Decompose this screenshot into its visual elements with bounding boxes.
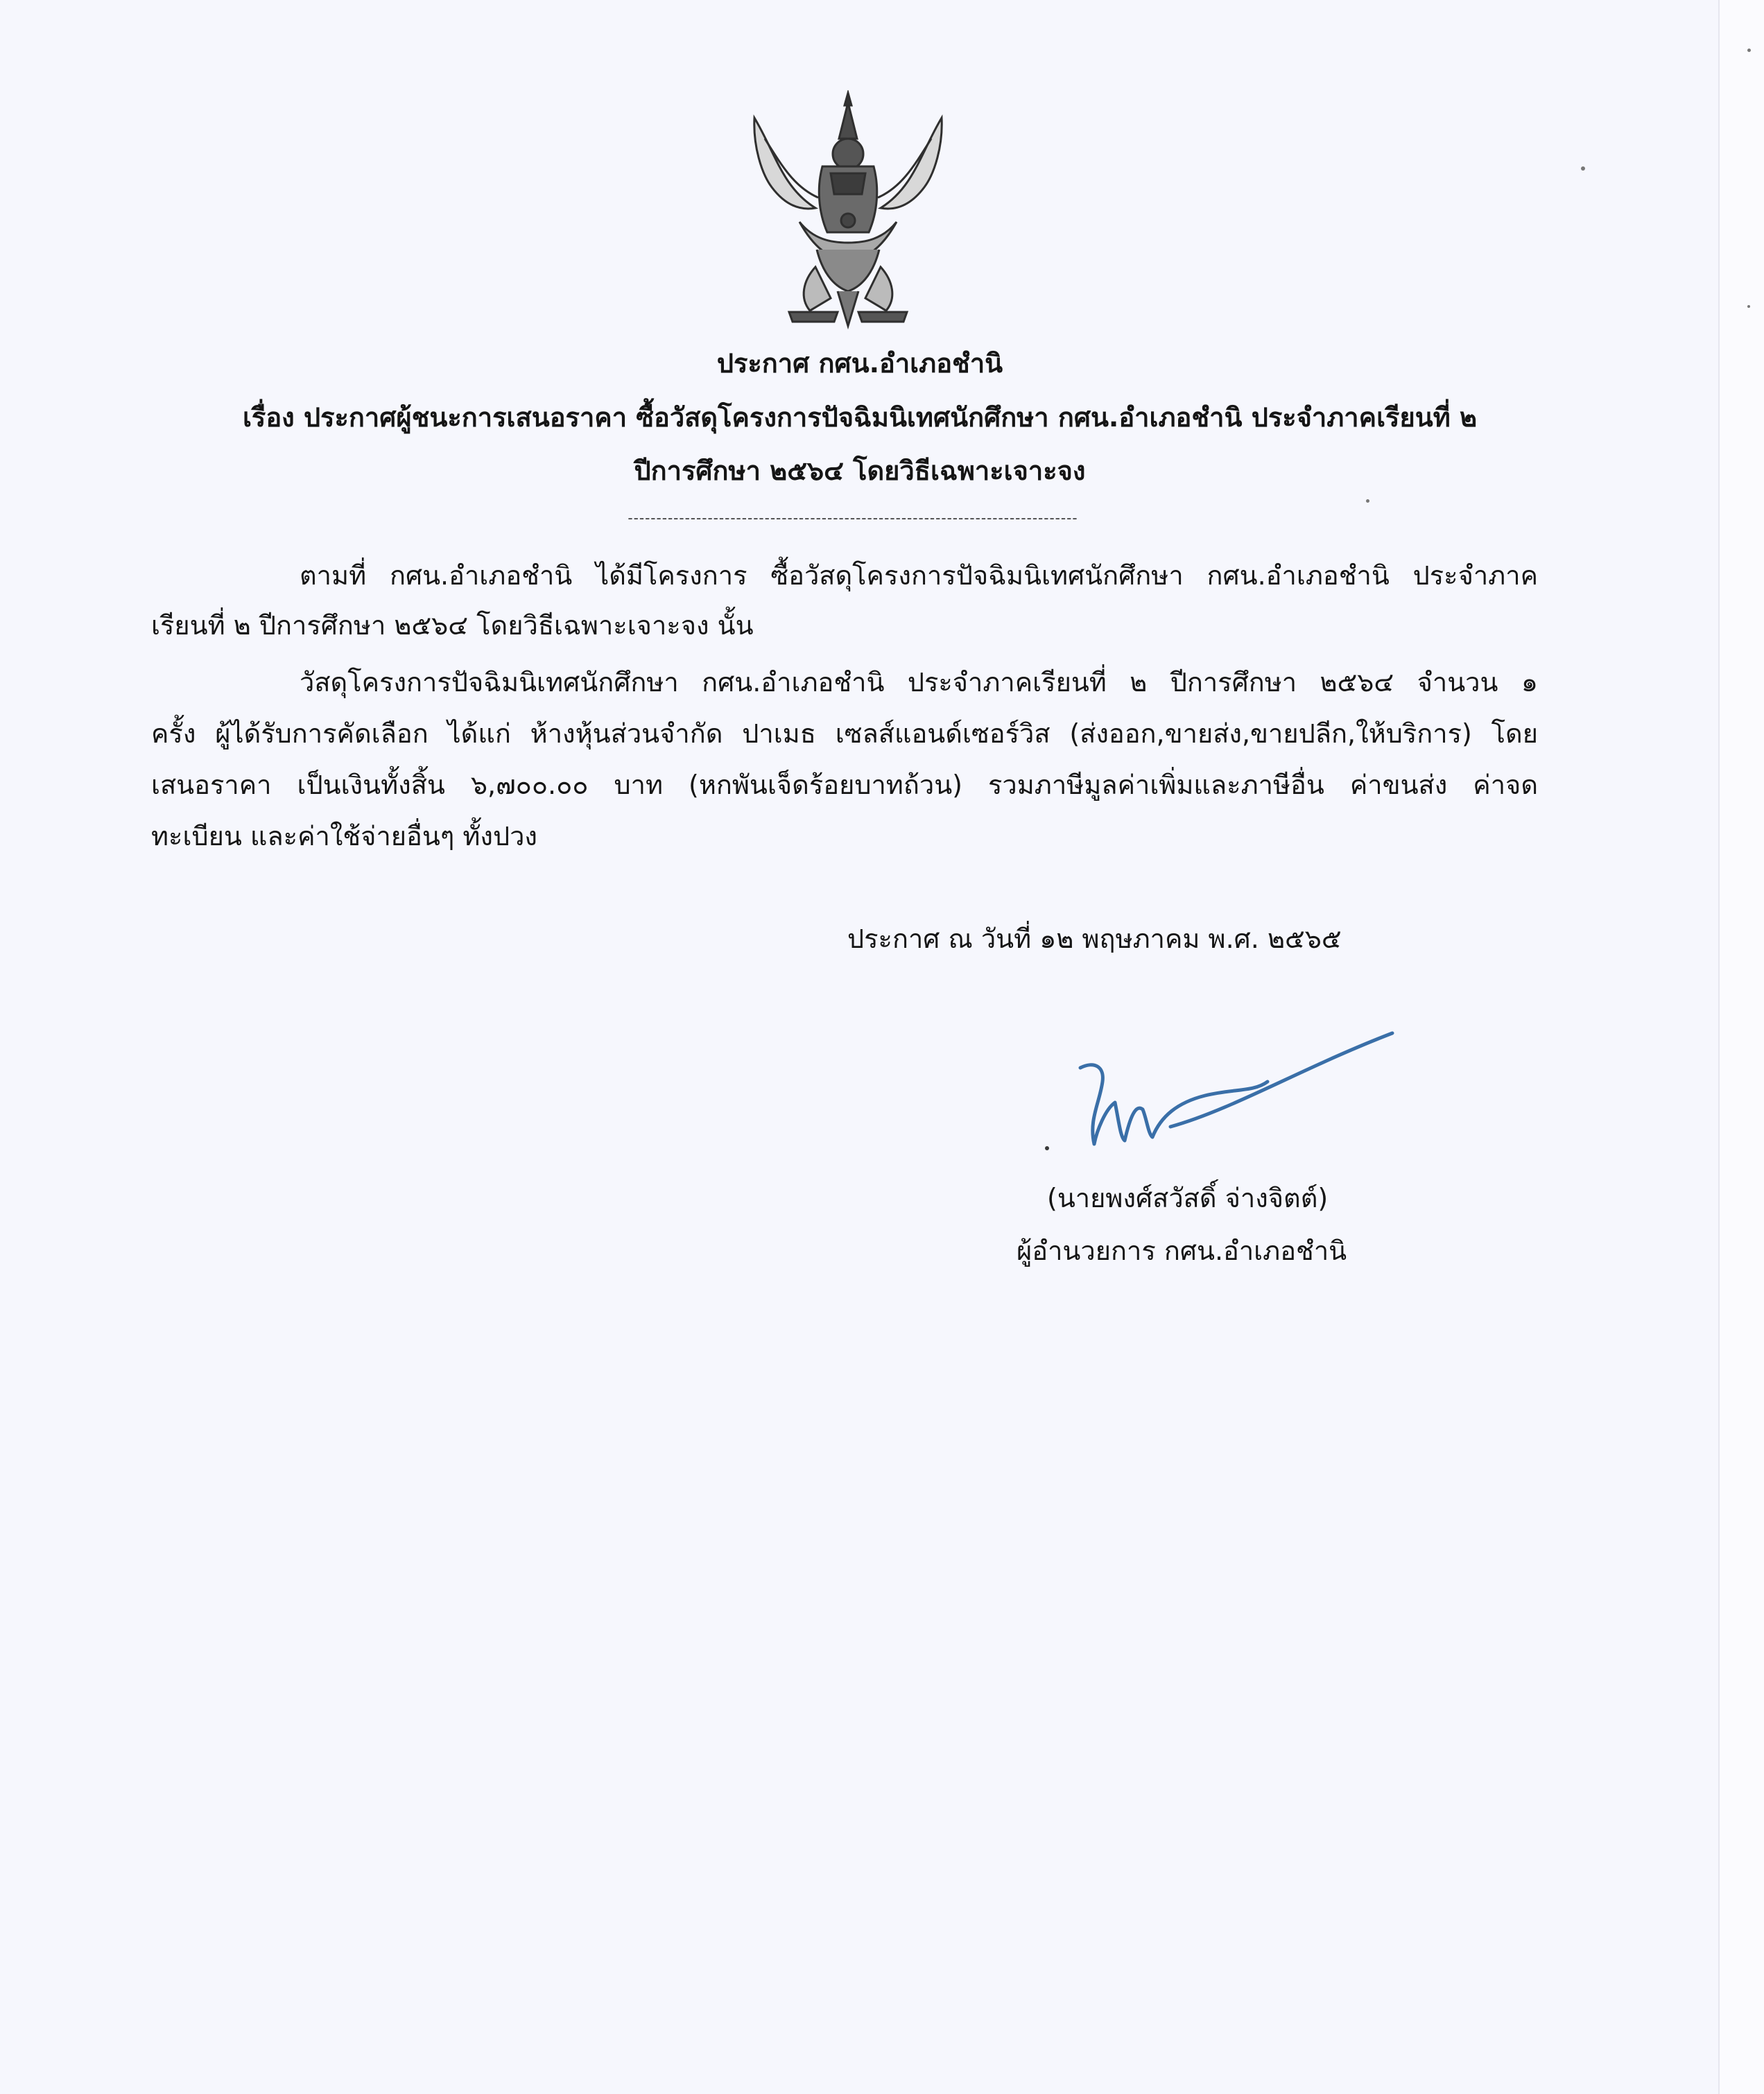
scan-margin [1718,0,1764,2094]
scan-speck [1581,166,1585,171]
signatory-position: ผู้อำนวยการ กศน.อำเภอชำนิ [1017,1236,1347,1266]
paragraph-2-line-1: วัสดุโครงการปัจฉิมนิเทศนักศึกษา กศน.อำเภอชำนิ ประจำภาคเรียนที่ ๒ ปีการศึกษา ๒๕๖๔ จำนวน ๑ [300,667,1538,698]
announcement-title: ประกาศ กศน.อำเภอชำนิ [716,348,1003,379]
garuda-emblem-icon [734,90,962,340]
subject-line-2: ปีการศึกษา ๒๕๖๔ โดยวิธีเฉพาะเจาะจง [634,456,1086,486]
paragraph-1-line-1: ตามที่ กศน.อำเภอชำนิ ได้มีโครงการ ซื้อวัสดุโครงการปัจฉิมนิเทศนักศึกษา กศน.อำเภอชำนิ ประจำภาค [300,560,1538,591]
paragraph-1-line-2: เรียนที่ ๒ ปีการศึกษา ๒๕๖๔ โดยวิธีเฉพาะเจาะจง นั้น [151,610,754,641]
paragraph-2-line-2: ครั้ง ผู้ได้รับการคัดเลือก ได้แก่ ห้างหุ้นส่วนจำกัด ปาเมธ เซลส์แอนด์เซอร์วิส (ส่งออก,ขายส่ง,ขายปลีก,ให้บริการ) โดย [151,718,1538,749]
signature-image [1039,1026,1406,1165]
scan-speck [1747,305,1750,308]
signatory-name: (นายพงศ์สวัสดิ์ จ่างจิตต์) [1047,1183,1329,1213]
subject-line-1: เรื่อง ประกาศผู้ชนะการเสนอราคา ซื้อวัสดุโครงการปัจฉิมนิเทศนักศึกษา กศน.อำเภอชำนิ ประจำภาคเรียนที่ ๒ [242,402,1478,433]
announcement-date: ประกาศ ณ วันที่ ๑๒ พฤษภาคม พ.ศ. ๒๕๖๕ [847,924,1342,954]
scan-speck [1366,499,1369,503]
paragraph-2-line-4: ทะเบียน และค่าใช้จ่ายอื่นๆ ทั้งปวง [151,821,537,851]
separator-rule: ------------------------------------------------------------------------------- [628,510,1078,526]
paragraph-2-line-3: เสนอราคา เป็นเงินทั้งสิ้น ๖,๗๐๐.๐๐ บาท (หกพันเจ็ดร้อยบาทถ้วน) รวมภาษีมูลค่าเพิ่มและภาษีอื่น ค่าขนส่ง ค่าจด [151,770,1538,800]
scan-speck [1747,49,1751,52]
